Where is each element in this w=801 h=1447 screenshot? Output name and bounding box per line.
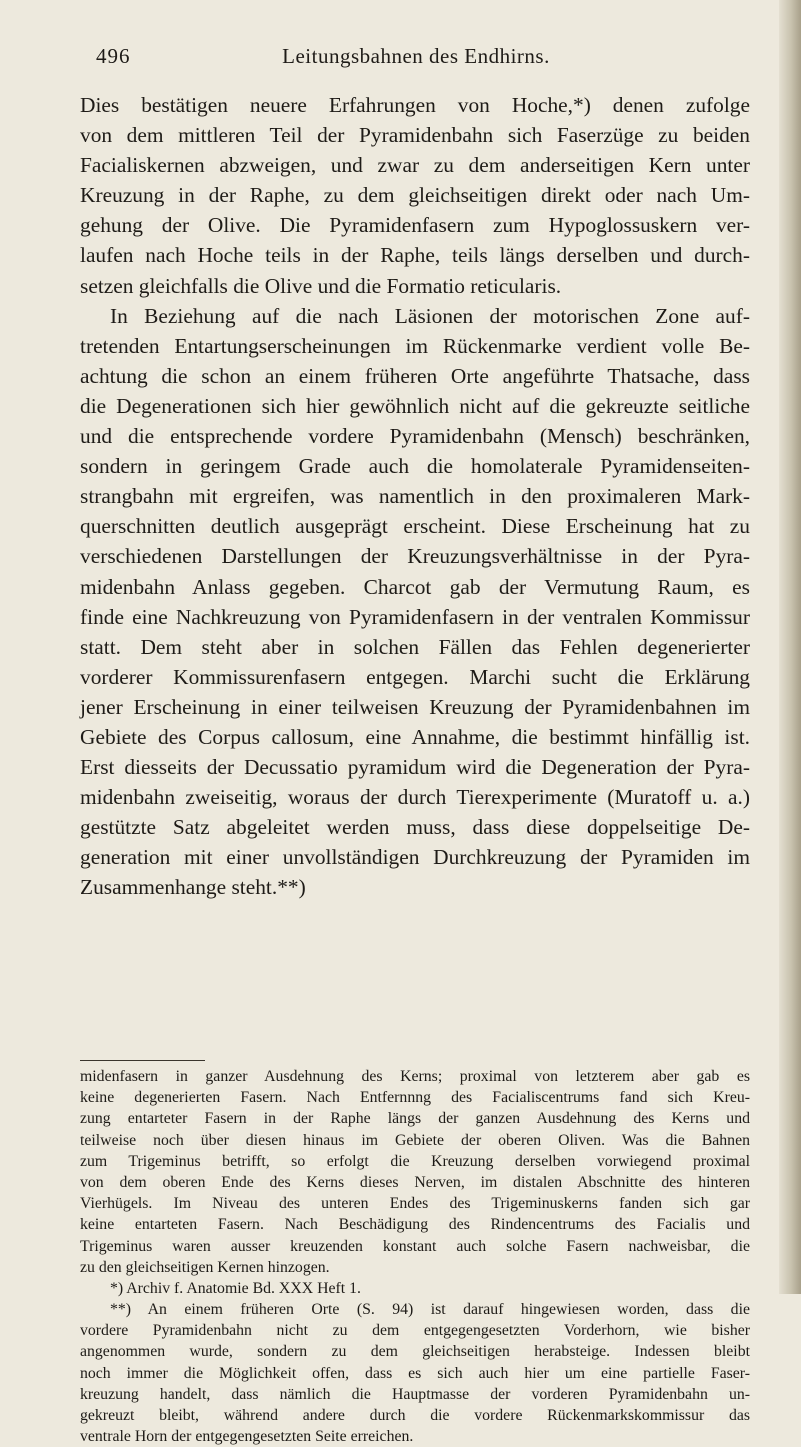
footnote-line: zu den gleichseitigen Kernen hinzogen. [80,1258,330,1276]
body-text [80,90,750,903]
footnote-divider [80,1060,205,1061]
text-line: gehung der Olive. Die Pyramidenfasern zum Hypoglossuskern ver- [80,213,750,238]
text-line: strangbahn mit ergreifen, was namentlich in den proximaleren Mark- [80,484,750,509]
text-line: querschnitten deutlich ausgeprägt erscheint. Diese Erscheinung hat zu [80,514,750,539]
footnote-line: von dem oberen Ende des Kerns dieses Nerven, im distalen Abschnitte des hinteren [80,1173,750,1191]
text-line: Erst diesseits der Decussatio pyramidum wird die Degeneration der Pyra- [80,755,750,780]
text-line: Gebiete des Corpus callosum, eine Annahme, die bestimmt hinfällig ist. [80,724,750,749]
page-edge-shadow [779,0,801,1294]
footnote-line: teilweise noch über diesen hinaus im Gebiete der oberen Oliven. Was die Bahnen [80,1131,750,1149]
text-line: Kreuzung in der Raphe, zu dem gleichseitigen direkt oder nach Um- [80,183,750,208]
text-line: generation mit einer unvollständigen Durchkreuzung der Pyramiden im [80,845,750,870]
text-line: setzen gleichfalls die Olive und die Formatio reticularis. [80,273,562,298]
text-line: Facialiskernen abzweigen, und zwar zu dem anderseitigen Kern unter [80,153,750,178]
footnote-line: gekreuzt bleibt, während andere durch die vordere Rückenmarkskommissur das [80,1407,750,1424]
footnote-line: Trigeminus waren ausser kreuzenden konstant auch solche Fasern nachweisbar, die [80,1237,750,1255]
text-line: vorderer Kommissurenfasern entgegen. Marchi sucht die Erklärung [80,664,750,689]
text-line: statt. Dem steht aber in solchen Fällen das Fehlen degenerierter [80,634,750,659]
text-line: laufen nach Hoche teils in der Raphe, teils längs derselben und durch- [80,243,750,268]
footnote-line: vordere Pyramidenbahn nicht zu dem entgegengesetzten Vorderhorn, wie bisher [80,1322,750,1340]
footnote-line: **) An einem früheren Orte (S. 94) ist darauf hingewiesen worden, dass die [110,1301,750,1319]
text-line: In Beziehung auf die nach Läsionen der motorischen Zone auf- [110,303,750,328]
text-line: sondern in geringem Grade auch die homolaterale Pyramidenseiten- [80,454,750,479]
footnote-line: keine degenerierten Fasern. Nach Entfernnng des Facialiscentrums fand sich Kreu- [80,1089,750,1107]
text-line: Dies bestätigen neuere Erfahrungen von Hoche,*) denen zufolge [80,93,750,117]
text-line: verschiedenen Darstellungen der Kreuzungsverhältnisse in der Pyra- [80,544,750,569]
footnote-line: midenfasern in ganzer Ausdehnung des Kerns; proximal von letzterem aber gab es [80,1068,750,1085]
footnote-line: kreuzung handelt, dass nämlich die Hauptmasse der vorderen Pyramidenbahn un- [80,1385,750,1403]
footnote-line: zum Trigeminus betrifft, so erfolgt die Kreuzung derselben vorwiegend proximal [80,1152,750,1170]
text-line: gestützte Satz abgeleitet werden muss, dass diese doppelseitige De- [80,815,750,840]
text-line: und die entsprechende vordere Pyramidenbahn (Mensch) beschränken, [80,424,750,449]
footnote-line: Vierhügels. Im Niveau des unteren Endes des Trigeminuskerns fanden sich gar [80,1195,750,1213]
text-line: Zusammenhange steht.**) [80,875,306,900]
page-number: 496 [96,44,131,68]
running-title: Leitungsbahnen des Endhirns. [282,44,550,68]
footnote-line: ventrale Horn der entgegengesetzten Seite erreichen. [80,1428,414,1446]
text-line: tretenden Entartungserscheinungen im Rückenmarke verdient volle Be- [80,333,750,358]
footnote-line: keine entarteten Fasern. Nach Beschädigung des Rindencentrums des Facialis und [80,1216,750,1234]
text-line: midenbahn zweiseitig, woraus der durch Tierexperimente (Muratoff u. a.) [80,785,750,810]
footnote-line: angenommen wurde, sondern zu dem gleichseitigen herabsteige. Indessen bleibt [80,1343,750,1361]
text-line: finde eine Nachkreuzung von Pyramidenfasern in der ventralen Kommissur [80,604,750,629]
text-line: von dem mittleren Teil der Pyramidenbahn sich Faserzüge zu beiden [80,123,750,148]
text-line: achtung die schon an einem früheren Orte angeführte Thatsache, dass [80,363,750,388]
footnote-line: noch immer die Möglichkeit offen, dass es sich auch hier um eine partielle Faser- [80,1364,750,1382]
text-line: die Degenerationen sich hier gewöhnlich nicht auf die gekreuzte seitliche [80,393,750,418]
footnote-line: zung entarteter Fasern in der Raphe längs der ganzen Ausdehnung des Kerns und [80,1110,750,1128]
footnote-archiv: *) Archiv f. Anatomie Bd. XXX Heft 1. [110,1279,361,1297]
page-header [96,44,736,74]
text-line: midenbahn Anlass gegeben. Charcot gab der Vermutung Raum, es [80,574,750,599]
footnotes [80,1066,750,1447]
text-line: jener Erscheinung in einer teilweisen Kreuzung der Pyramidenbahnen im [80,694,750,719]
